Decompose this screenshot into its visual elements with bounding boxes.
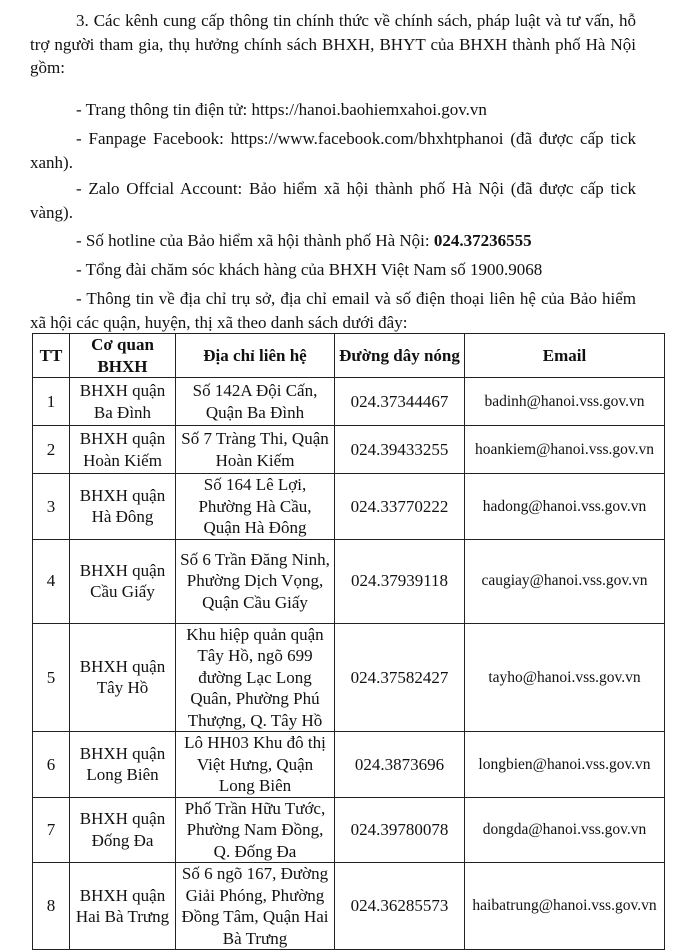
row-agency: BHXH quận Hai Bà Trưng xyxy=(70,863,176,950)
row-agency: BHXH quận Long Biên xyxy=(70,732,176,798)
row-tt: 2 xyxy=(33,426,70,474)
row-address: Số 6 Trần Đăng Ninh, Phường Dịch Vọng, Quận Cầu Giấy xyxy=(176,539,335,623)
facebook-line xyxy=(30,127,636,174)
table-row xyxy=(33,539,665,623)
row-tt: 6 xyxy=(33,732,70,798)
row-email[interactable]: caugiay@hanoi.vss.gov.vn xyxy=(465,539,665,623)
table-header-row xyxy=(33,334,665,378)
row-address: Số 164 Lê Lợi, Phường Hà Cầu, Quận Hà Đông xyxy=(176,474,335,540)
hotline-label: - Số hotline của Bảo hiểm xã hội thành phố Hà Nội: xyxy=(76,231,434,250)
header-hotline: Đường dây nóng xyxy=(335,334,465,378)
hotline-number: 024.37236555 xyxy=(433,231,532,250)
row-agency: BHXH quận Tây Hồ xyxy=(70,623,176,732)
website-line xyxy=(30,98,636,122)
row-email[interactable]: longbien@hanoi.vss.gov.vn xyxy=(465,732,665,798)
intro-paragraph xyxy=(30,9,636,80)
table-row xyxy=(33,797,665,863)
row-address: Phố Trần Hữu Tước, Phường Nam Đồng, Q. Đống Đa xyxy=(176,797,335,863)
row-email[interactable]: hadong@hanoi.vss.gov.vn xyxy=(465,474,665,540)
row-tt: 8 xyxy=(33,863,70,950)
row-hotline: 024.39780078 xyxy=(335,797,465,863)
row-tt: 4 xyxy=(33,539,70,623)
row-hotline: 024.37344467 xyxy=(335,378,465,426)
header-tt: TT xyxy=(33,334,70,378)
row-agency: BHXH quận Cầu Giấy xyxy=(70,539,176,623)
row-agency: BHXH quận Hà Đông xyxy=(70,474,176,540)
facebook-text: - Fanpage Facebook: https://www.facebook.com/bhxhtphanoi (đã được cấp tick xanh). xyxy=(30,129,636,172)
row-agency: BHXH quận Đống Đa xyxy=(70,797,176,863)
hotline-line xyxy=(30,229,636,253)
table-row xyxy=(33,863,665,950)
row-tt: 7 xyxy=(33,797,70,863)
row-hotline: 024.33770222 xyxy=(335,474,465,540)
table-row xyxy=(33,426,665,474)
website-text: - Trang thông tin điện tử: https://hanoi.baohiemxahoi.gov.vn xyxy=(76,100,487,119)
header-address: Địa chỉ liên hệ xyxy=(176,334,335,378)
row-tt: 1 xyxy=(33,378,70,426)
row-hotline: 024.3873696 xyxy=(335,732,465,798)
zalo-text: - Zalo Offcial Account: Bảo hiểm xã hội thành phố Hà Nội (đã được cấp tick vàng). xyxy=(30,179,636,222)
row-address: Số 142A Đội Cấn, Quận Ba Đình xyxy=(176,378,335,426)
row-email[interactable]: hoankiem@hanoi.vss.gov.vn xyxy=(465,426,665,474)
row-tt: 3 xyxy=(33,474,70,540)
intro-text: 3. Các kênh cung cấp thông tin chính thức về chính sách, pháp luật và tư vấn, hỗ trợ người tham gia, thụ hưởng chính sách BHXH, BHYT của BHXH thành phố Hà Nội gồm: xyxy=(30,11,636,77)
header-agency: Cơ quan BHXH xyxy=(70,334,176,378)
row-tt: 5 xyxy=(33,623,70,732)
list-intro-line xyxy=(30,287,636,334)
district-offices-table xyxy=(32,333,665,950)
table-row xyxy=(33,732,665,798)
list-intro-text: - Thông tin về địa chỉ trụ sở, địa chỉ email và số điện thoại liên hệ của Bảo hiểm xã hội các quận, huyện, thị xã theo danh sách dưới đây: xyxy=(30,289,636,332)
row-address: Số 6 ngõ 167, Đường Giải Phóng, Phường Đồng Tâm, Quận Hai Bà Trưng xyxy=(176,863,335,950)
row-address: Khu hiệp quản quận Tây Hồ, ngõ 699 đường Lạc Long Quân, Phường Phú Thượng, Q. Tây Hồ xyxy=(176,623,335,732)
row-email[interactable]: badinh@hanoi.vss.gov.vn xyxy=(465,378,665,426)
row-hotline: 024.37582427 xyxy=(335,623,465,732)
table-row xyxy=(33,474,665,540)
row-hotline: 024.36285573 xyxy=(335,863,465,950)
row-agency: BHXH quận Hoàn Kiếm xyxy=(70,426,176,474)
row-address: Số 7 Tràng Thi, Quận Hoàn Kiếm xyxy=(176,426,335,474)
row-hotline: 024.37939118 xyxy=(335,539,465,623)
table-row xyxy=(33,623,665,732)
header-email: Email xyxy=(465,334,665,378)
row-email[interactable]: haibatrung@hanoi.vss.gov.vn xyxy=(465,863,665,950)
table-row xyxy=(33,378,665,426)
row-agency: BHXH quận Ba Đình xyxy=(70,378,176,426)
row-hotline: 024.39433255 xyxy=(335,426,465,474)
row-address: Lô HH03 Khu đô thị Việt Hưng, Quận Long Biên xyxy=(176,732,335,798)
callcenter-text: - Tổng đài chăm sóc khách hàng của BHXH Việt Nam số 1900.9068 xyxy=(76,260,543,279)
row-email[interactable]: dongda@hanoi.vss.gov.vn xyxy=(465,797,665,863)
row-email[interactable]: tayho@hanoi.vss.gov.vn xyxy=(465,623,665,732)
zalo-line xyxy=(30,177,636,224)
callcenter-line xyxy=(30,258,636,282)
